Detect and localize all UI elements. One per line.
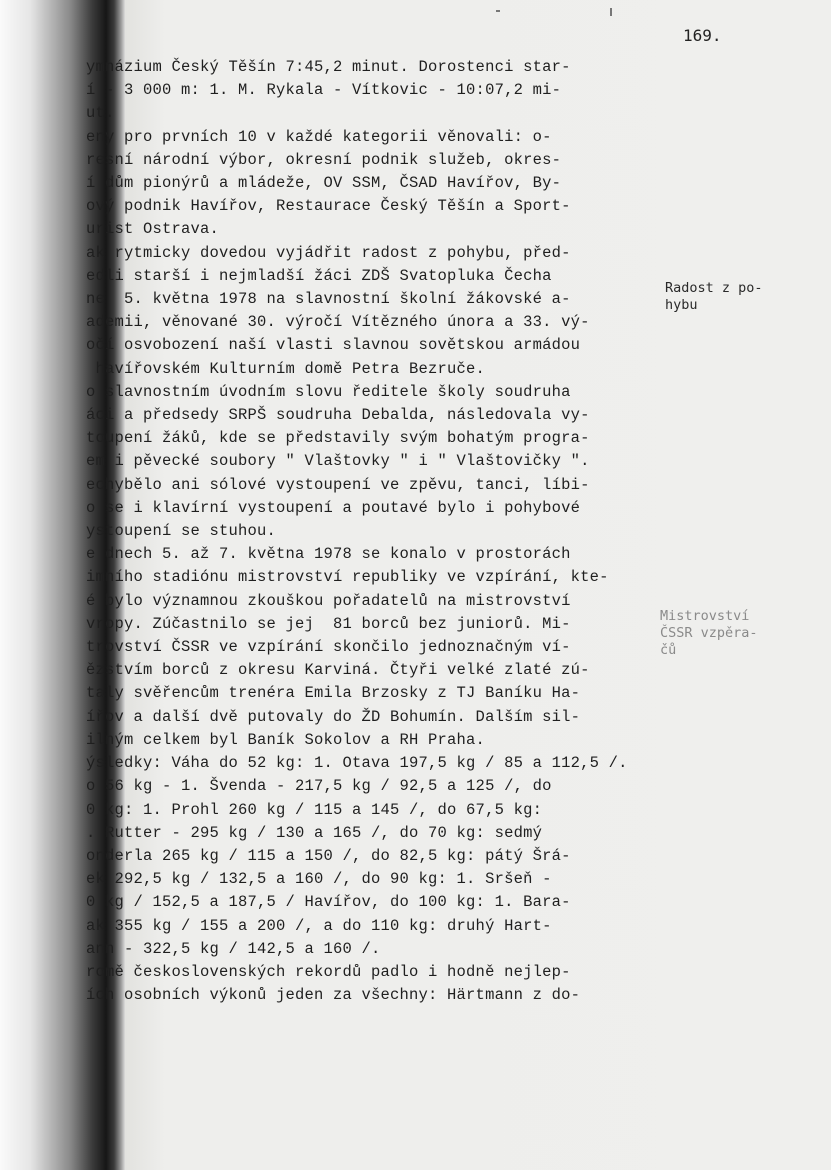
body-line: imního stadiónu mistrovství republiky ve vzpírání, kte- — [86, 568, 609, 587]
body-line: romě československých rekordů padlo i hodně nejlep- — [86, 962, 571, 981]
body-line: ademii, věnované 30. výročí Vítězného února a 33. vý- — [86, 313, 590, 332]
body-line: vropy. Zúčastnilo se jej 81 borců bez juniorů. Mi- — [86, 614, 571, 633]
margin-note-radost: Radost z po- hybu — [665, 280, 763, 313]
body-line: 0 kg / 152,5 a 187,5 / Havířov, do 100 kg: 1. Bara- — [86, 893, 571, 912]
body-line: resní národní výbor, okresní podnik služeb, okres- — [86, 150, 562, 169]
body-line: . Rutter - 295 kg / 130 a 165 /, do 70 kg: sedmý — [86, 823, 543, 842]
body-line: o se i klavírní vystoupení a poutavé bylo i pohybové — [86, 498, 581, 517]
body-line: ích osobních výkonů jeden za všechny: Härtmann z do- — [86, 986, 581, 1005]
body-line: havířovském Kulturním domě Petra Bezruče. — [86, 359, 486, 378]
body-line: ystoupení se stuhou. — [86, 522, 277, 541]
body-line: í dům pionýrů a mládeže, OV SSM, ČSAD Havířov, By- — [86, 174, 562, 193]
body-line: toupení žáků, kde se představily svým bohatým progra- — [86, 429, 590, 448]
body-line: ann - 322,5 kg / 142,5 a 160 /. — [86, 939, 381, 958]
body-line: edli starší i nejmladší žáci ZDŠ Svatopluka Čecha — [86, 266, 552, 285]
body-line: ek 292,5 kg / 132,5 a 160 /, do 90 kg: 1. Sršeň - — [86, 870, 552, 889]
body-line: trovství ČSSR ve vzpírání skončilo jednoznačným ví- — [86, 638, 571, 657]
body-line: ut. — [86, 104, 115, 123]
body-line: onderla 265 kg / 115 a 150 /, do 82,5 kg: pátý Šrá- — [86, 846, 571, 865]
page-number: 169. — [683, 26, 722, 45]
body-line: očí osvobození naší vlasti slavnou sovětskou armádou — [86, 336, 581, 355]
body-line: e dnech 5. až 7. května 1978 se konalo v prostorách — [86, 545, 571, 564]
body-line: o 56 kg - 1. Švenda - 217,5 kg / 92,5 a 125 /, do — [86, 777, 552, 796]
typewritten-body-text — [86, 56, 646, 1007]
body-line: ne 5. května 1978 na slavnostní školní žákovské a- — [86, 290, 571, 309]
body-line: ový podnik Havířov, Restaurace Český Těšín a Sport- — [86, 197, 571, 216]
body-line: ilným celkem byl Baník Sokolov a RH Praha. — [86, 730, 486, 749]
body-line: áci a předsedy SRPŠ soudruha Debalda, následovala vy- — [86, 406, 590, 425]
body-line: é bylo významnou zkouškou pořadatelů na mistrovství — [86, 591, 571, 610]
body-line: 0 kg: 1. Prohl 260 kg / 115 a 145 /, do 67,5 kg: — [86, 800, 543, 819]
scan-speck — [496, 10, 500, 12]
body-line: ak rytmicky dovedou vyjádřit radost z pohybu, před- — [86, 243, 571, 262]
body-line: echybělo ani sólové vystoupení ve zpěvu, tanci, líbi- — [86, 475, 590, 494]
body-line: ířov a další dvě putovaly do ŽD Bohumín. Dalším sil- — [86, 707, 581, 726]
body-line: ak 355 kg / 155 a 200 /, a do 110 kg: druhý Hart- — [86, 916, 552, 935]
body-line: taly svěřencům trenéra Emila Brzosky z TJ Baníku Ha- — [86, 684, 581, 703]
body-line: ězstvím borců z okresu Karviná. Čtyři velké zlaté zú- — [86, 661, 590, 680]
body-line: urist Ostrava. — [86, 220, 220, 239]
body-line: í - 3 000 m: 1. M. Rykala - Vítkovic - 10:07,2 mi- — [86, 81, 562, 100]
margin-note-mistrovstvi: Mistrovství ČSSR vzpěra- čů — [660, 608, 758, 658]
body-line: ýsledky: Váha do 52 kg: 1. Otava 197,5 kg / 85 a 112,5 /. — [86, 754, 628, 773]
body-line: o slavnostním úvodním slovu ředitele školy soudruha — [86, 382, 571, 401]
body-line: ymnázium Český Těšín 7:45,2 minut. Dorostenci star- — [86, 58, 571, 76]
scan-speck — [610, 8, 612, 16]
body-line: em i pěvecké soubory " Vlaštovky " i " Vlaštovičky ". — [86, 452, 590, 471]
body-line: eny pro prvních 10 v každé kategorii věnovali: o- — [86, 127, 552, 146]
